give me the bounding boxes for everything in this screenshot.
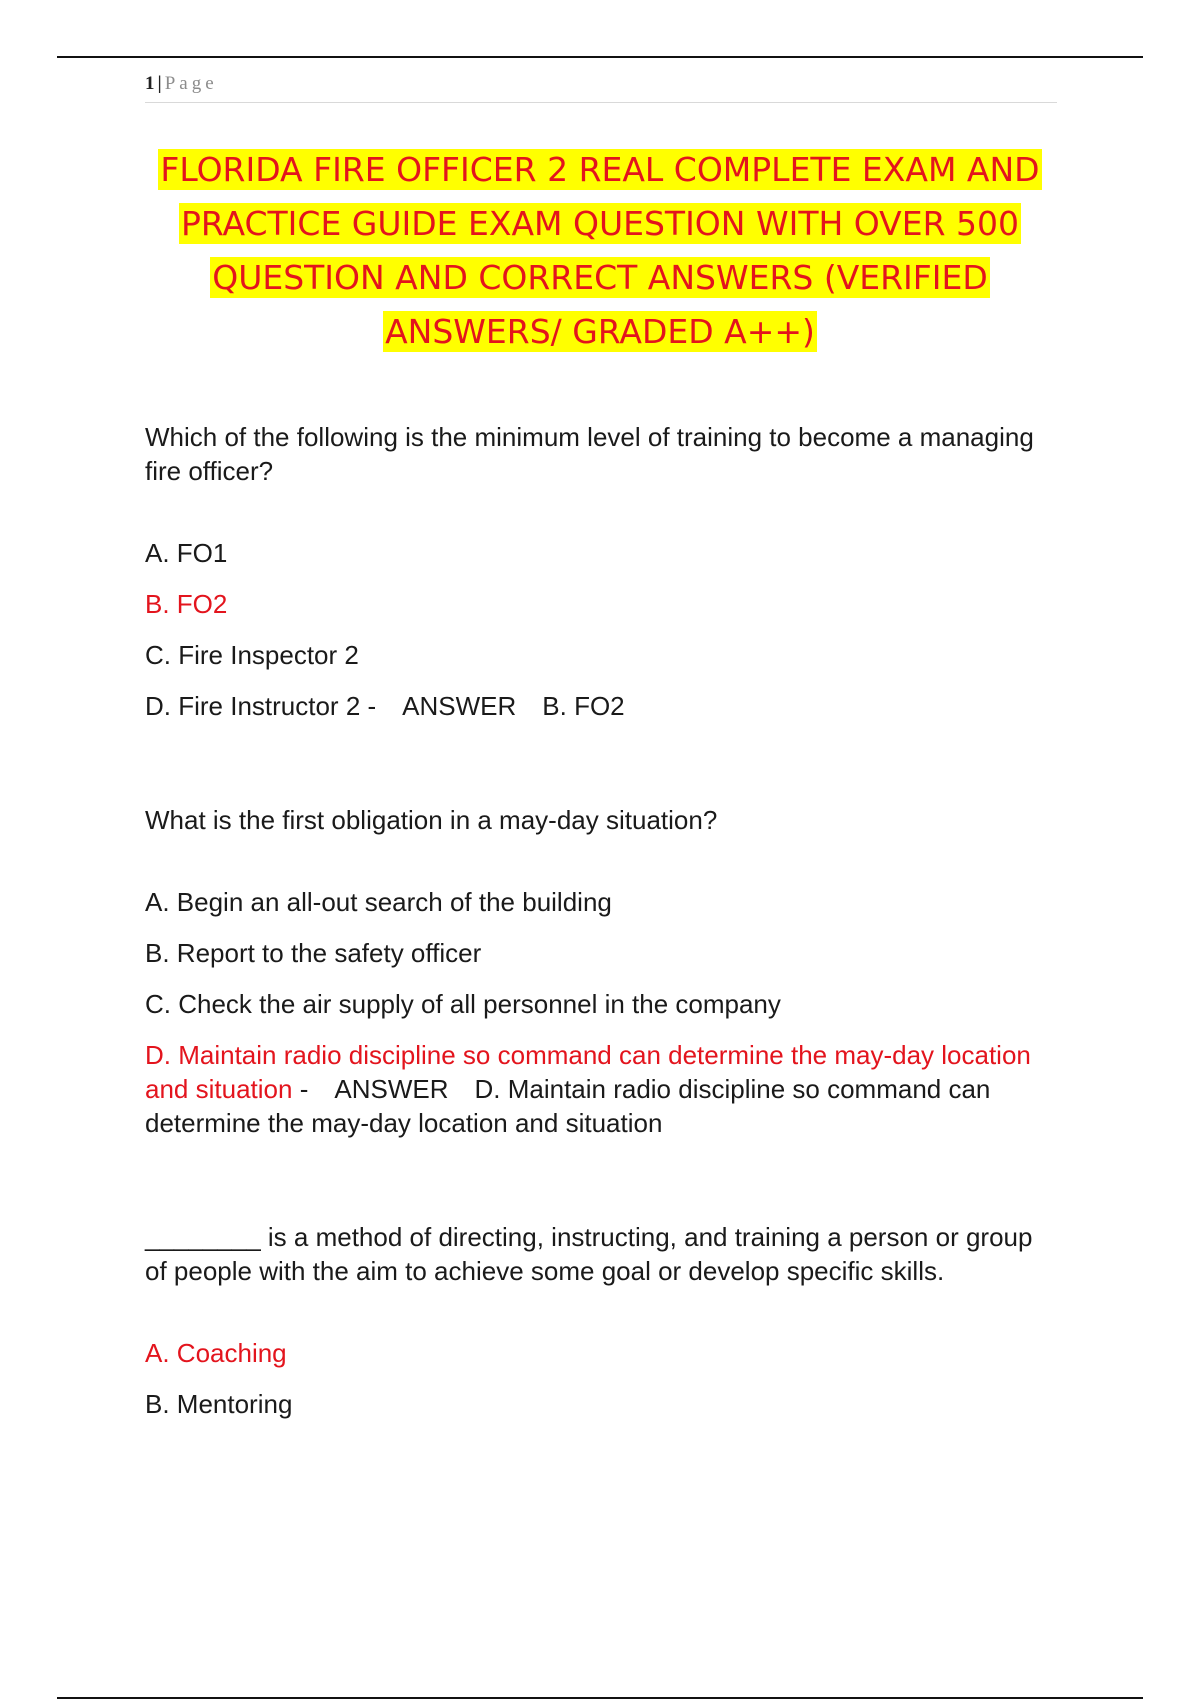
top-rule xyxy=(57,56,1143,58)
bottom-rule xyxy=(57,1697,1143,1699)
page-header xyxy=(145,70,1057,103)
title-line: QUESTION AND CORRECT ANSWERS (VERIFIED xyxy=(212,258,988,297)
question-text: Which of the following is the minimum level of training to become a managing fire officer? xyxy=(145,422,1034,486)
option-list xyxy=(145,536,1045,723)
option-b-correct: B. FO2 xyxy=(145,589,228,619)
option-a-correct: A. Coaching xyxy=(145,1338,287,1368)
option-a: A. FO1 xyxy=(145,538,228,568)
answer-label: ANSWER xyxy=(402,691,517,721)
question-text: What is the first obligation in a may-day situation? xyxy=(145,805,718,835)
question-block-2 xyxy=(145,803,1045,1140)
option-d-correct: D. Maintain radio discipline so command can determine the may-day location and situation xyxy=(145,1040,1031,1104)
answer-value: B. FO2 xyxy=(542,691,625,721)
page-separator: | xyxy=(157,73,162,94)
option-suffix: - xyxy=(299,1074,309,1104)
option-list xyxy=(145,1336,1045,1421)
option-d-with-answer xyxy=(145,689,1045,723)
option-c: C. Check the air supply of all personnel in the company xyxy=(145,989,781,1019)
question-block-3 xyxy=(145,1220,1045,1421)
answer-value: D. Maintain radio discipline so command can determine the may-day location and situation xyxy=(145,1074,991,1138)
page-label: Page xyxy=(164,73,218,94)
answer-label: ANSWER xyxy=(334,1074,449,1104)
document-title xyxy=(120,143,1080,359)
question-list xyxy=(145,420,1045,1438)
option-b: B. Mentoring xyxy=(145,1389,293,1419)
option-c: C. Fire Inspector 2 xyxy=(145,640,359,670)
option-list xyxy=(145,885,1045,1140)
title-line: PRACTICE GUIDE EXAM QUESTION WITH OVER 500 xyxy=(180,204,1020,243)
question-text: ________ is a method of directing, instructing, and training a person or group of people with the aim to achieve some goal or develop specific skills. xyxy=(145,1222,1033,1286)
option-a: A. Begin an all-out search of the building xyxy=(145,887,612,917)
question-block-1 xyxy=(145,420,1045,723)
title-line: ANSWERS/ GRADED A++) xyxy=(385,312,815,351)
option-b: B. Report to the safety officer xyxy=(145,938,482,968)
title-line: FLORIDA FIRE OFFICER 2 REAL COMPLETE EXAM AND xyxy=(160,150,1040,189)
option-d: D. Fire Instructor 2 - xyxy=(145,691,377,721)
option-d-with-answer xyxy=(145,1038,1045,1140)
page-number: 1 xyxy=(145,73,155,94)
